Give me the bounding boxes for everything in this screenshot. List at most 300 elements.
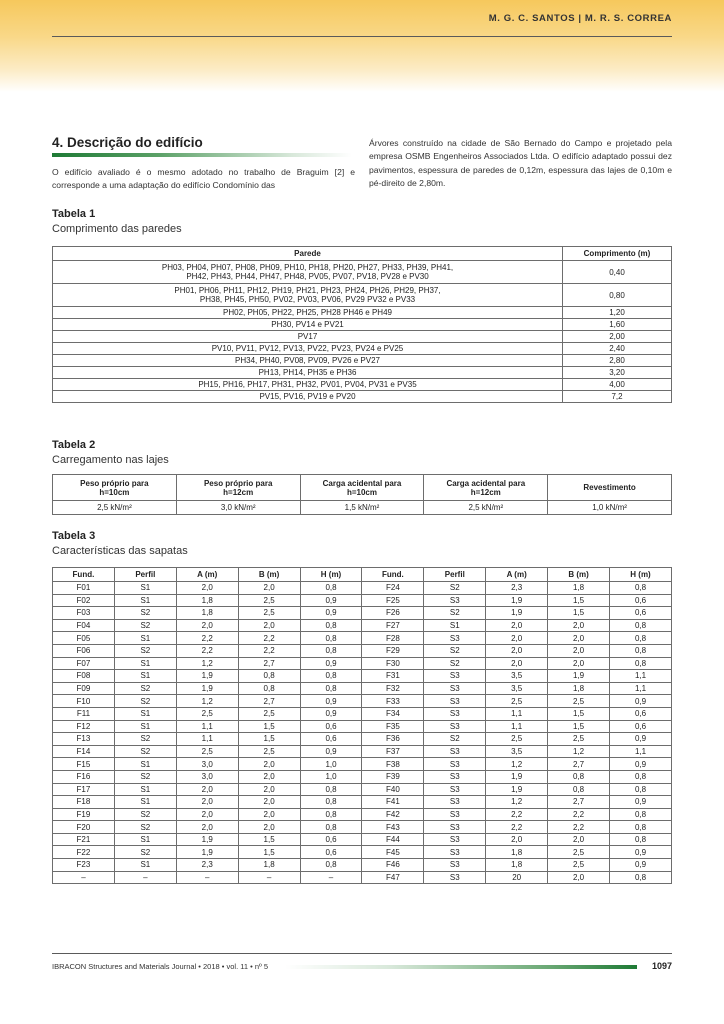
table3-cell: 2,0 <box>238 783 300 796</box>
wall-length-cell: 0,40 <box>563 261 672 284</box>
table-row <box>53 619 672 632</box>
wall-list-line: PH30, PV14 e PV21 <box>271 320 344 329</box>
table3-cell: 3,5 <box>486 745 548 758</box>
header-line: h=10cm <box>346 487 377 497</box>
wall-list-cell <box>53 331 563 343</box>
table-row <box>53 720 672 733</box>
table3-cell: 1,8 <box>486 859 548 872</box>
table3-cell: 3,0 <box>176 770 238 783</box>
wall-list-line: PH03, PH04, PH07, PH08, PH09, PH10, PH18, PH20, PH27, PH33, PH39, PH41, <box>161 263 454 272</box>
table3-cell: S1 <box>114 783 176 796</box>
table3-header-cell: Fund. <box>53 568 115 582</box>
table3-cell: S1 <box>114 632 176 645</box>
table2-value-cell: 2,5 kN/m² <box>424 501 548 515</box>
table3-cell: S3 <box>424 707 486 720</box>
header-line: Peso próprio para <box>203 478 273 488</box>
table3-cell: 1,8 <box>486 846 548 859</box>
table3-cell: 2,2 <box>548 808 610 821</box>
wall-length-cell: 1,60 <box>563 319 672 331</box>
table-row <box>53 391 672 403</box>
table3-cell: 2,5 <box>548 695 610 708</box>
table3-cell: 2,0 <box>238 582 300 595</box>
table3-cell: S1 <box>114 707 176 720</box>
table3-cell: 0,8 <box>300 796 362 809</box>
table3-cell: 1,5 <box>238 720 300 733</box>
table3-cell: 1,1 <box>486 720 548 733</box>
table-row <box>53 796 672 809</box>
table3-cell: S2 <box>424 582 486 595</box>
table3-cell: 0,9 <box>300 745 362 758</box>
table-row <box>53 745 672 758</box>
table3-cell: – <box>176 871 238 884</box>
wall-list-line: PH34, PH40, PV08, PV09, PV26 e PV27 <box>235 356 380 365</box>
table3-cell: 2,0 <box>238 796 300 809</box>
table3-cell: F37 <box>362 745 424 758</box>
table3-cell: F13 <box>53 733 115 746</box>
table3-cell: 2,0 <box>548 644 610 657</box>
table3-cell: S1 <box>114 758 176 771</box>
table3-header-cell: H (m) <box>610 568 672 582</box>
wall-list-cell <box>53 261 563 284</box>
table3-cell: S2 <box>424 644 486 657</box>
header-line: Carga acidental para <box>322 478 402 488</box>
table3-cell: F40 <box>362 783 424 796</box>
table3-cell: 0,6 <box>610 594 672 607</box>
table3-cell: F05 <box>53 632 115 645</box>
table3-cell: 2,5 <box>486 695 548 708</box>
table3-cell: 0,8 <box>300 644 362 657</box>
table3-cell: F10 <box>53 695 115 708</box>
table3-cell: 0,9 <box>300 594 362 607</box>
wall-list-line: PV17 <box>297 332 318 341</box>
table-row <box>53 319 672 331</box>
table2-header-cell <box>53 475 177 501</box>
wall-list-line: PV10, PV11, PV12, PV13, PV22, PV23, PV24 e PV25 <box>211 344 404 353</box>
table3-cell: S2 <box>114 770 176 783</box>
table3-cell: S2 <box>424 607 486 620</box>
table3-cell: S3 <box>424 695 486 708</box>
table3-cell: S2 <box>114 619 176 632</box>
table-row <box>53 607 672 620</box>
table2-value-cell: 1,0 kN/m² <box>548 501 672 515</box>
table3-cell: 1,5 <box>548 594 610 607</box>
table3-cell: F06 <box>53 644 115 657</box>
table1-title: Tabela 1 <box>52 208 96 220</box>
table3-cell: 0,8 <box>548 783 610 796</box>
table3-cell: 0,8 <box>238 670 300 683</box>
table-row <box>53 783 672 796</box>
table3-cell: 0,9 <box>300 657 362 670</box>
table3-subtitle: Características das sapatas <box>52 545 188 557</box>
table3-cell: 0,9 <box>610 796 672 809</box>
table3-cell: 0,6 <box>300 720 362 733</box>
table3-cell: 0,8 <box>610 833 672 846</box>
table3-cell: 0,9 <box>610 859 672 872</box>
wall-list-line: PH38, PH45, PH50, PV02, PV03, PV06, PV29 PV32 e PV33 <box>199 295 416 304</box>
table3-title: Tabela 3 <box>52 530 96 542</box>
header-line: Peso próprio para <box>80 478 149 488</box>
table3-cell: 2,0 <box>486 619 548 632</box>
table3-cell: 0,6 <box>300 733 362 746</box>
table-row <box>53 682 672 695</box>
table-row <box>53 644 672 657</box>
wall-list-cell <box>53 391 563 403</box>
table3-cell: F41 <box>362 796 424 809</box>
table1-wall-lengths <box>52 246 672 403</box>
table3-cell: 0,6 <box>610 720 672 733</box>
table3-cell: 2,0 <box>238 758 300 771</box>
table3-cell: F21 <box>53 833 115 846</box>
table-row <box>53 379 672 391</box>
table-row <box>53 307 672 319</box>
table3-cell: 2,7 <box>238 695 300 708</box>
table3-cell: 2,0 <box>176 619 238 632</box>
table3-cell: S2 <box>424 657 486 670</box>
table3-cell: 1,1 <box>610 682 672 695</box>
header-line: h=10cm <box>99 487 130 497</box>
table-row <box>53 821 672 834</box>
table3-cell: F30 <box>362 657 424 670</box>
table3-cell: S3 <box>424 871 486 884</box>
table-row <box>53 582 672 595</box>
table3-cell: 0,8 <box>300 582 362 595</box>
table3-cell: 0,8 <box>610 644 672 657</box>
table3-cell: 1,2 <box>548 745 610 758</box>
table3-cell: S3 <box>424 720 486 733</box>
table3-cell: 2,3 <box>176 859 238 872</box>
table3-cell: 2,0 <box>486 657 548 670</box>
table3-cell: S1 <box>114 594 176 607</box>
table3-cell: 2,2 <box>486 821 548 834</box>
footer-decor-bar <box>285 965 637 969</box>
table3-header-cell: Perfil <box>114 568 176 582</box>
table3-header-cell: Perfil <box>424 568 486 582</box>
wall-length-cell: 3,20 <box>563 367 672 379</box>
table3-cell: F31 <box>362 670 424 683</box>
table3-cell: 0,8 <box>300 783 362 796</box>
table3-cell: 2,0 <box>548 619 610 632</box>
table3-cell: S1 <box>424 619 486 632</box>
wall-length-cell: 2,40 <box>563 343 672 355</box>
wall-list-line: PH13, PH14, PH35 e PH36 <box>258 368 357 377</box>
table3-cell: 0,8 <box>300 682 362 695</box>
wall-list-line: PV15, PV16, PV19 e PV20 <box>259 392 356 401</box>
table3-cell: 0,8 <box>300 859 362 872</box>
table3-cell: 1,5 <box>238 833 300 846</box>
table3-cell: F38 <box>362 758 424 771</box>
table-row <box>53 657 672 670</box>
table3-cell: 2,2 <box>176 632 238 645</box>
table3-cell: S1 <box>114 582 176 595</box>
table3-cell: 1,9 <box>176 833 238 846</box>
table3-cell: 0,9 <box>610 733 672 746</box>
table3-cell: 1,9 <box>176 670 238 683</box>
table3-cell: 1,2 <box>486 758 548 771</box>
table3-cell: F25 <box>362 594 424 607</box>
table3-cell: S1 <box>114 859 176 872</box>
table3-cell: 1,8 <box>548 682 610 695</box>
table3-cell: 0,9 <box>300 695 362 708</box>
table3-cell: 0,8 <box>300 619 362 632</box>
table3-cell: 0,8 <box>610 808 672 821</box>
header-line: Revestimento <box>583 483 636 492</box>
table3-cell: 0,6 <box>300 833 362 846</box>
wall-list-cell <box>53 319 563 331</box>
table3-cell: F08 <box>53 670 115 683</box>
table3-cell: 2,0 <box>486 833 548 846</box>
table3-cell: S3 <box>424 796 486 809</box>
table3-cell: – <box>300 871 362 884</box>
table3-cell: F23 <box>53 859 115 872</box>
table3-cell: S3 <box>424 682 486 695</box>
section-title: 4. Descrição do edifício <box>52 135 203 150</box>
table3-cell: F02 <box>53 594 115 607</box>
table3-cell: F03 <box>53 607 115 620</box>
table3-cell: 2,2 <box>238 644 300 657</box>
table3-cell: 1,2 <box>486 796 548 809</box>
table3-cell: 2,7 <box>238 657 300 670</box>
table3-cell: S3 <box>424 846 486 859</box>
body-text-right-column: Árvores construído na cidade de São Bernado do Campo e projetado pela empresa OSMB Engenheiros Associados Ltda. O edifício adaptado possui dez pavimentos, espessura de paredes de 0,12m, espessura das lajes de 0,10m e pé-direito de 2,80m. <box>369 138 672 189</box>
table-row <box>53 670 672 683</box>
table3-cell: S3 <box>424 859 486 872</box>
table-row <box>53 707 672 720</box>
table3-cell: 2,5 <box>548 846 610 859</box>
table3-cell: 2,0 <box>548 657 610 670</box>
table3-cell: 0,8 <box>300 808 362 821</box>
table3-cell: F15 <box>53 758 115 771</box>
table3-cell: 0,9 <box>610 695 672 708</box>
table3-cell: S3 <box>424 833 486 846</box>
table-row <box>53 594 672 607</box>
table3-cell: 1,2 <box>176 695 238 708</box>
table3-cell: 1,1 <box>486 707 548 720</box>
table3-footings <box>52 567 672 884</box>
table3-cell: – <box>238 871 300 884</box>
table2-header-cell <box>424 475 548 501</box>
table3-cell: S1 <box>114 670 176 683</box>
table3-cell: F11 <box>53 707 115 720</box>
table3-cell: S3 <box>424 758 486 771</box>
header-line: h=12cm <box>223 487 254 497</box>
table3-cell: 1,5 <box>548 607 610 620</box>
table3-cell: – <box>114 871 176 884</box>
table3-cell: S2 <box>114 695 176 708</box>
table3-cell: F46 <box>362 859 424 872</box>
table3-cell: 1,9 <box>176 846 238 859</box>
table3-cell: 2,0 <box>548 632 610 645</box>
table-row <box>53 695 672 708</box>
table3-cell: 1,9 <box>486 770 548 783</box>
table3-cell: 1,9 <box>486 594 548 607</box>
table3-cell: S3 <box>424 783 486 796</box>
table3-cell: S3 <box>424 632 486 645</box>
table3-cell: 2,0 <box>238 821 300 834</box>
table3-cell: F07 <box>53 657 115 670</box>
header-rule <box>52 36 672 37</box>
table2-subtitle: Carregamento nas lajes <box>52 454 169 466</box>
table3-cell: 1,8 <box>238 859 300 872</box>
table2-slab-loads <box>52 474 672 515</box>
table-row <box>53 261 672 284</box>
table3-cell: F34 <box>362 707 424 720</box>
table-row <box>53 758 672 771</box>
table3-cell: 2,2 <box>238 632 300 645</box>
table3-cell: 0,9 <box>610 758 672 771</box>
table3-cell: 2,0 <box>176 808 238 821</box>
table3-cell: 1,1 <box>176 720 238 733</box>
table3-cell: S1 <box>114 833 176 846</box>
table3-cell: S2 <box>114 808 176 821</box>
table-row <box>53 808 672 821</box>
table3-cell: F39 <box>362 770 424 783</box>
table3-cell: S3 <box>424 770 486 783</box>
wall-length-cell: 2,80 <box>563 355 672 367</box>
table3-cell: 2,5 <box>176 707 238 720</box>
table3-cell: S3 <box>424 745 486 758</box>
wall-length-cell: 1,20 <box>563 307 672 319</box>
table3-cell: 2,5 <box>238 607 300 620</box>
table3-cell: S3 <box>424 821 486 834</box>
table3-cell: 1,8 <box>176 594 238 607</box>
table3-cell: F35 <box>362 720 424 733</box>
wall-list-cell <box>53 355 563 367</box>
table3-cell: F09 <box>53 682 115 695</box>
wall-list-cell <box>53 343 563 355</box>
table3-cell: F20 <box>53 821 115 834</box>
table3-cell: 1,9 <box>486 783 548 796</box>
wall-list-cell <box>53 284 563 307</box>
table3-cell: 2,5 <box>238 594 300 607</box>
running-head-authors: M. G. C. SANTOS | M. R. S. CORREA <box>488 13 672 24</box>
table-row <box>53 871 672 884</box>
table3-cell: 2,0 <box>238 619 300 632</box>
table3-cell: 0,6 <box>300 846 362 859</box>
table3-cell: 1,5 <box>548 707 610 720</box>
table3-cell: 2,0 <box>486 644 548 657</box>
table3-cell: 0,8 <box>610 657 672 670</box>
table3-cell: 3,0 <box>176 758 238 771</box>
table3-cell: 2,7 <box>548 796 610 809</box>
table3-cell: 2,5 <box>238 707 300 720</box>
table3-cell: S2 <box>114 733 176 746</box>
table3-cell: 0,8 <box>610 821 672 834</box>
table3-cell: S3 <box>424 594 486 607</box>
table3-cell: F29 <box>362 644 424 657</box>
wall-list-cell <box>53 367 563 379</box>
table-row <box>53 770 672 783</box>
table3-cell: 1,5 <box>238 846 300 859</box>
table3-cell: S3 <box>424 808 486 821</box>
table3-cell: F14 <box>53 745 115 758</box>
table3-cell: S2 <box>114 682 176 695</box>
table3-cell: S1 <box>114 657 176 670</box>
table3-cell: 0,8 <box>300 632 362 645</box>
table3-cell: 2,5 <box>176 745 238 758</box>
table3-cell: 2,5 <box>238 745 300 758</box>
table-row <box>53 833 672 846</box>
table3-cell: 0,8 <box>548 770 610 783</box>
table3-cell: F18 <box>53 796 115 809</box>
table2-value-cell: 1,5 kN/m² <box>300 501 424 515</box>
table3-cell: 0,8 <box>610 619 672 632</box>
table3-cell: 2,0 <box>238 770 300 783</box>
page-number: 1097 <box>651 961 672 971</box>
table3-cell: 1,5 <box>238 733 300 746</box>
table3-cell: 2,2 <box>486 808 548 821</box>
table3-cell: 2,5 <box>486 733 548 746</box>
table3-cell: S3 <box>424 670 486 683</box>
table3-cell: 1,1 <box>610 745 672 758</box>
table3-cell: S2 <box>114 745 176 758</box>
table3-cell: 2,0 <box>548 871 610 884</box>
table3-cell: 20 <box>486 871 548 884</box>
section-title-underline <box>52 153 352 157</box>
table3-cell: S2 <box>424 733 486 746</box>
table3-header-cell: Fund. <box>362 568 424 582</box>
table3-cell: 2,5 <box>548 733 610 746</box>
table3-cell: F43 <box>362 821 424 834</box>
table1-header-length: Comprimento (m) <box>563 247 672 261</box>
table-row <box>53 355 672 367</box>
table3-cell: 0,8 <box>610 783 672 796</box>
table3-cell: 1,1 <box>610 670 672 683</box>
table3-cell: F27 <box>362 619 424 632</box>
table3-cell: 0,9 <box>300 607 362 620</box>
table3-cell: F01 <box>53 582 115 595</box>
wall-list-line: PH42, PH43, PH44, PH47, PH48, PV05, PV07, PV18, PV28 e PV30 <box>186 272 429 281</box>
wall-length-cell: 7,2 <box>563 391 672 403</box>
table3-cell: S1 <box>114 796 176 809</box>
table-row <box>53 284 672 307</box>
table3-cell: 1,9 <box>548 670 610 683</box>
wall-length-cell: 0,80 <box>563 284 672 307</box>
table3-cell: 0,8 <box>610 770 672 783</box>
table-row <box>53 632 672 645</box>
table3-cell: 2,0 <box>176 582 238 595</box>
table1-subtitle: Comprimento das paredes <box>52 223 182 235</box>
table3-cell: 2,3 <box>486 582 548 595</box>
table3-cell: 0,8 <box>610 582 672 595</box>
table3-cell: 1,5 <box>548 720 610 733</box>
table3-cell: 0,6 <box>610 707 672 720</box>
table3-cell: 2,2 <box>176 644 238 657</box>
table3-cell: 1,8 <box>176 607 238 620</box>
table3-cell: F04 <box>53 619 115 632</box>
footer-journal: IBRACON Structures and Materials Journal • 2018 • vol. 11 • nº 5 <box>52 962 268 971</box>
wall-list-line: PH01, PH06, PH11, PH12, PH19, PH21, PH23, PH24, PH26, PH29, PH37, <box>174 286 441 295</box>
table3-cell: F12 <box>53 720 115 733</box>
table3-cell: 2,0 <box>238 808 300 821</box>
table-row <box>53 343 672 355</box>
table3-cell: 0,6 <box>610 607 672 620</box>
table3-cell: 0,8 <box>300 821 362 834</box>
table3-cell: 2,0 <box>176 783 238 796</box>
table3-cell: S2 <box>114 821 176 834</box>
table3-cell: 1,0 <box>300 770 362 783</box>
table3-cell: S2 <box>114 607 176 620</box>
table-row <box>53 846 672 859</box>
table-row <box>53 331 672 343</box>
header-line: Carga acidental para <box>446 478 526 488</box>
table3-cell: S1 <box>114 720 176 733</box>
table3-cell: 1,0 <box>300 758 362 771</box>
table3-cell: F22 <box>53 846 115 859</box>
table3-cell: 0,8 <box>610 871 672 884</box>
table3-cell: 0,9 <box>610 846 672 859</box>
table3-cell: 1,2 <box>176 657 238 670</box>
table3-cell: F19 <box>53 808 115 821</box>
